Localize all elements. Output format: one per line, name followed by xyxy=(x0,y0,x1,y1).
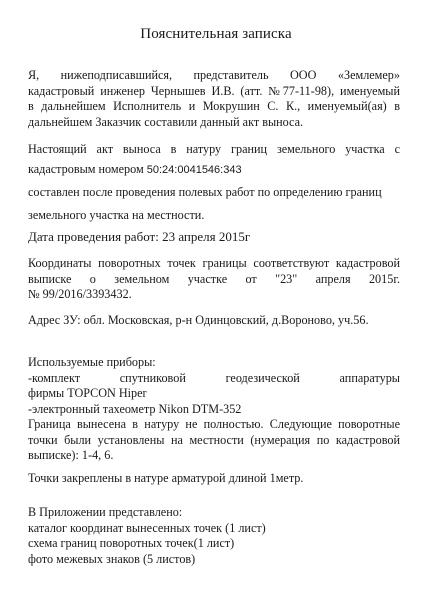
fixed-points-text: Точки закреплены в натуре арматурой длиной 1метр. xyxy=(28,471,304,485)
act-line: земельного участка на местности. xyxy=(28,208,205,222)
appendix-item: фото межевых знаков (5 листов) xyxy=(28,551,196,566)
intro-line: в дальнейшем Исполнитель и Мокрушин С. К., именуемый(ая) в xyxy=(28,99,400,113)
act-paragraph xyxy=(28,142,400,158)
appendix-item: схема границ поворотных точек(1 лист) xyxy=(28,536,235,550)
act-paragraph-end xyxy=(28,208,400,224)
date-label: Дата проведения работ: xyxy=(28,229,159,244)
instrument-line: -электронный тахеометр Nikon DTM-352 xyxy=(28,401,242,416)
intro-line: дальнейшем Заказчик составили данный акт выноса. xyxy=(28,114,304,129)
coords-line: № 99/2016/3393432. xyxy=(28,287,132,301)
date-value: 23 апреля 2015г xyxy=(162,229,251,244)
boundary-line: выписке): 1-4, 6. xyxy=(28,448,114,462)
cadastral-label: кадастровым номером xyxy=(28,162,144,176)
instrument-line: -комплект спутниковой геодезической аппаратуры xyxy=(28,370,400,385)
boundary-line: Граница вынесена в натуру не полностью. Следующие поворотные xyxy=(28,417,400,431)
boundary-paragraph xyxy=(28,417,400,464)
intro-paragraph xyxy=(28,68,400,130)
act-line: Настоящий акт выноса в натуру границ земельного участка с xyxy=(28,142,400,156)
fixed-points-line xyxy=(28,471,400,487)
coords-line: Координаты поворотных точек границы соответствуют кадастровой xyxy=(28,256,400,270)
appendix-heading: В Приложении представлено: xyxy=(28,505,183,519)
cadastral-number: 50:24:0041546:343 xyxy=(146,164,242,176)
coords-paragraph xyxy=(28,256,400,303)
address-text: Адрес ЗУ: обл. Московская, р-н Одинцовский, д.Вороново, уч.56. xyxy=(28,313,369,327)
instruments-section xyxy=(28,355,400,417)
act-line: составлен после проведения полевых работ по определению границ xyxy=(28,185,382,199)
document-title: Пояснительная записка xyxy=(140,26,292,42)
act-paragraph-cont xyxy=(28,185,400,201)
intro-line: кадастровый инженер Чернышев И.В. (атт. №77-11-98), именуемый xyxy=(28,83,400,98)
cadastral-line xyxy=(28,162,400,179)
intro-line: Я, нижеподписавшийся, представитель ООО «Землемер» xyxy=(28,68,400,82)
boundary-line: точки были установлены на местности (нумерация по кадастровой xyxy=(28,432,400,447)
date-line xyxy=(28,229,400,245)
address-line xyxy=(28,313,400,329)
appendix-item: каталог координат вынесенных точек (1 лист) xyxy=(28,520,266,535)
instruments-heading: Используемые приборы: xyxy=(28,355,156,369)
appendix-section xyxy=(28,505,400,567)
coords-line: выписке о земельном участке от "23" апреля 2015г. xyxy=(28,271,400,286)
instrument-line: фирмы TOPCON Hiper xyxy=(28,386,147,400)
